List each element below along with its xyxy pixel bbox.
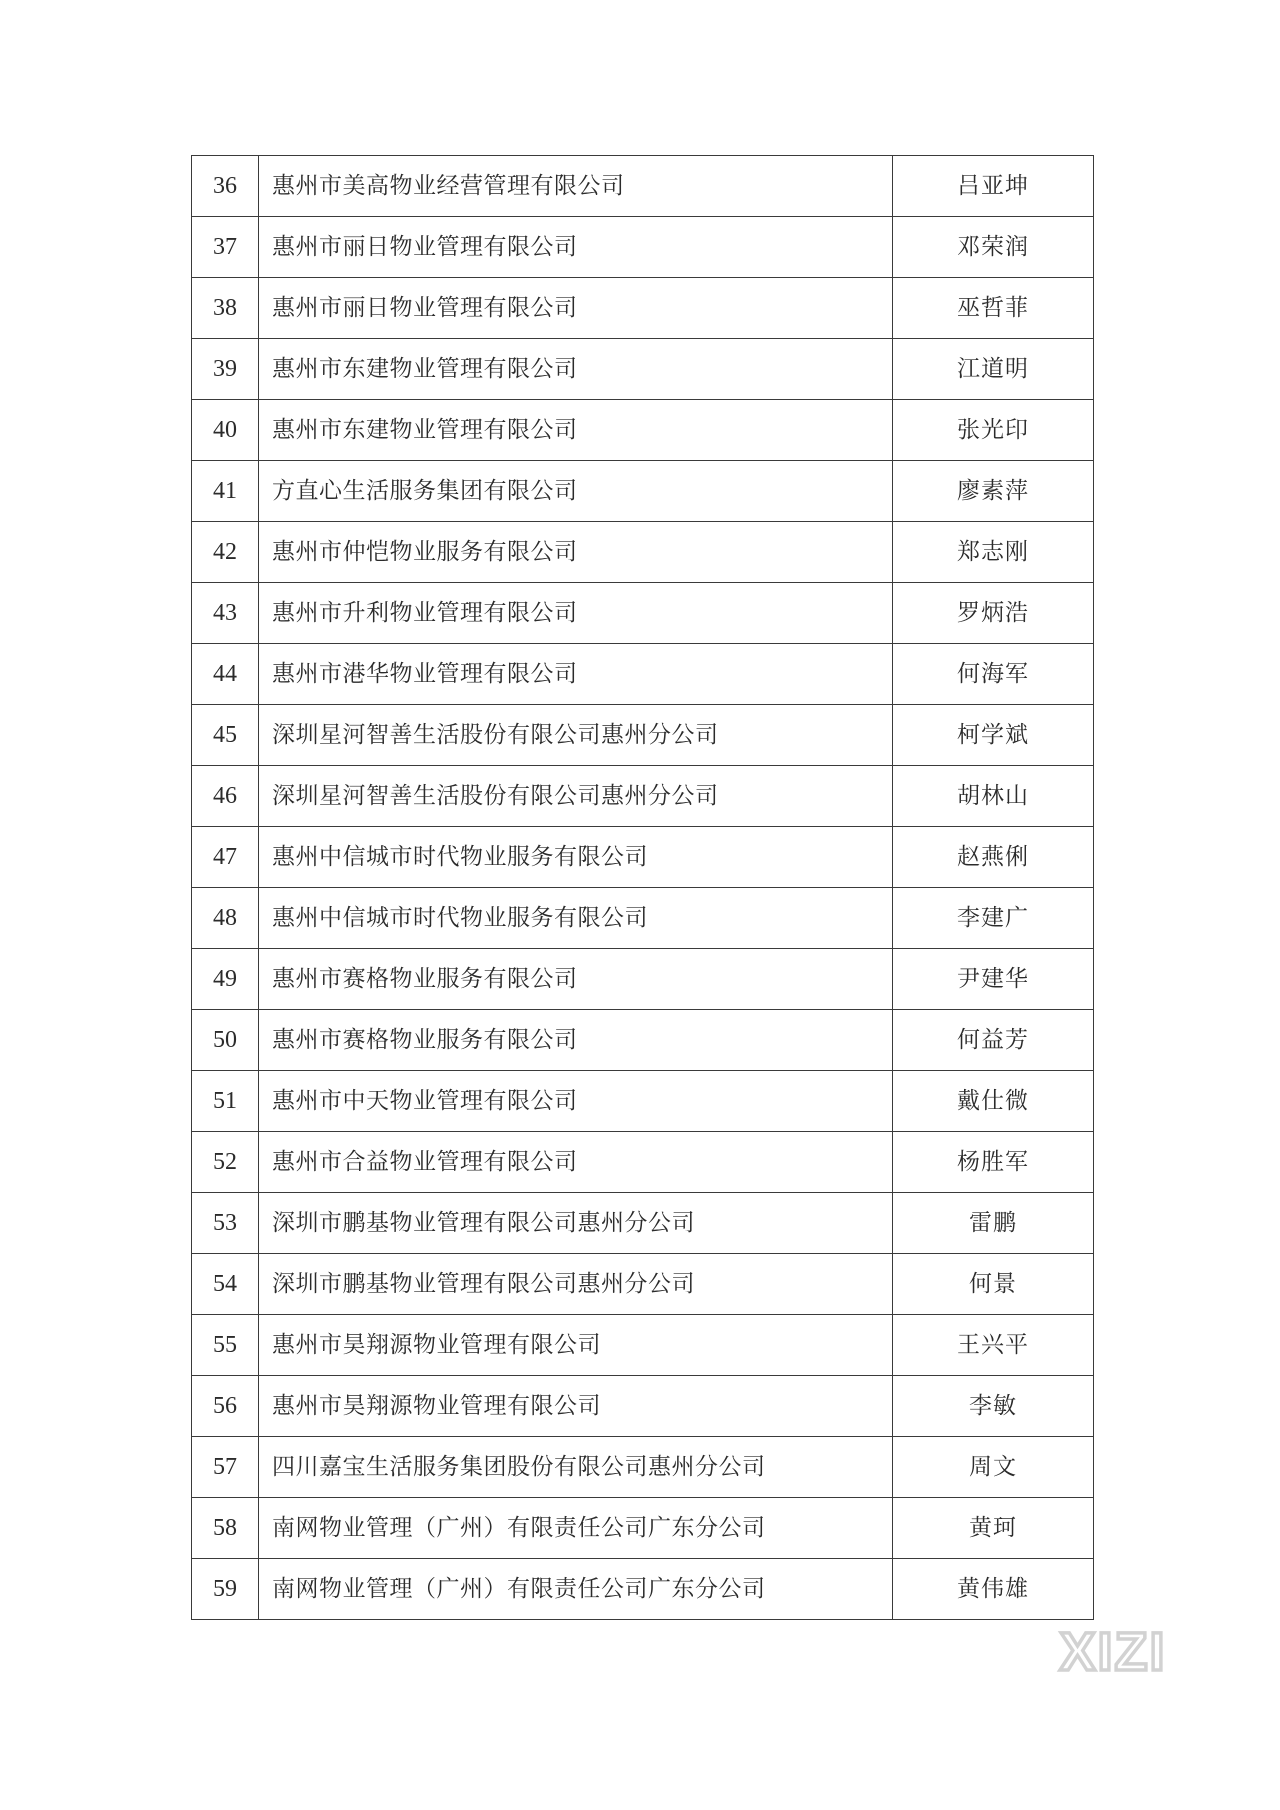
person-name: 何景 bbox=[893, 1254, 1094, 1315]
company-name: 南网物业管理（广州）有限责任公司广东分公司 bbox=[259, 1559, 893, 1620]
company-name: 惠州市升利物业管理有限公司 bbox=[259, 583, 893, 644]
person-name: 黄珂 bbox=[893, 1498, 1094, 1559]
person-name: 王兴平 bbox=[893, 1315, 1094, 1376]
company-name: 惠州市东建物业管理有限公司 bbox=[259, 400, 893, 461]
person-name: 罗炳浩 bbox=[893, 583, 1094, 644]
table-row bbox=[192, 583, 1094, 644]
table-row bbox=[192, 1254, 1094, 1315]
row-number: 43 bbox=[192, 583, 259, 644]
table-row bbox=[192, 1498, 1094, 1559]
person-name: 柯学斌 bbox=[893, 705, 1094, 766]
row-number: 50 bbox=[192, 1010, 259, 1071]
company-name: 惠州市中天物业管理有限公司 bbox=[259, 1071, 893, 1132]
company-name: 南网物业管理（广州）有限责任公司广东分公司 bbox=[259, 1498, 893, 1559]
watermark-text: XIZI bbox=[1059, 1623, 1167, 1679]
table-row bbox=[192, 156, 1094, 217]
person-name: 巫哲菲 bbox=[893, 278, 1094, 339]
table-row bbox=[192, 522, 1094, 583]
table-row bbox=[192, 705, 1094, 766]
row-number: 42 bbox=[192, 522, 259, 583]
row-number: 36 bbox=[192, 156, 259, 217]
person-name: 黄伟雄 bbox=[893, 1559, 1094, 1620]
table-row bbox=[192, 339, 1094, 400]
row-number: 39 bbox=[192, 339, 259, 400]
table-row bbox=[192, 1315, 1094, 1376]
company-name: 四川嘉宝生活服务集团股份有限公司惠州分公司 bbox=[259, 1437, 893, 1498]
company-name: 惠州市赛格物业服务有限公司 bbox=[259, 1010, 893, 1071]
person-name: 周文 bbox=[893, 1437, 1094, 1498]
company-name: 惠州市东建物业管理有限公司 bbox=[259, 339, 893, 400]
personnel-table bbox=[191, 155, 1094, 1620]
table-row bbox=[192, 827, 1094, 888]
company-name: 方直心生活服务集团有限公司 bbox=[259, 461, 893, 522]
person-name: 何海军 bbox=[893, 644, 1094, 705]
table-row bbox=[192, 888, 1094, 949]
table-row bbox=[192, 949, 1094, 1010]
person-name: 胡林山 bbox=[893, 766, 1094, 827]
table-row bbox=[192, 1132, 1094, 1193]
row-number: 54 bbox=[192, 1254, 259, 1315]
table-row bbox=[192, 461, 1094, 522]
person-name: 张光印 bbox=[893, 400, 1094, 461]
company-name: 惠州市昊翔源物业管理有限公司 bbox=[259, 1315, 893, 1376]
table-row bbox=[192, 1193, 1094, 1254]
row-number: 56 bbox=[192, 1376, 259, 1437]
company-name: 惠州中信城市时代物业服务有限公司 bbox=[259, 827, 893, 888]
row-number: 38 bbox=[192, 278, 259, 339]
table-row bbox=[192, 1559, 1094, 1620]
row-number: 57 bbox=[192, 1437, 259, 1498]
personnel-table-body bbox=[192, 156, 1094, 1620]
row-number: 59 bbox=[192, 1559, 259, 1620]
table-row bbox=[192, 1071, 1094, 1132]
person-name: 李敏 bbox=[893, 1376, 1094, 1437]
row-number: 41 bbox=[192, 461, 259, 522]
person-name: 赵燕俐 bbox=[893, 827, 1094, 888]
person-name: 戴仕微 bbox=[893, 1071, 1094, 1132]
row-number: 48 bbox=[192, 888, 259, 949]
table-row bbox=[192, 400, 1094, 461]
row-number: 47 bbox=[192, 827, 259, 888]
table-row bbox=[192, 278, 1094, 339]
company-name: 惠州中信城市时代物业服务有限公司 bbox=[259, 888, 893, 949]
company-name: 深圳市鹏基物业管理有限公司惠州分公司 bbox=[259, 1193, 893, 1254]
table-row bbox=[192, 1437, 1094, 1498]
table-row bbox=[192, 1010, 1094, 1071]
company-name: 惠州市仲恺物业服务有限公司 bbox=[259, 522, 893, 583]
person-name: 李建广 bbox=[893, 888, 1094, 949]
person-name: 邓荣润 bbox=[893, 217, 1094, 278]
person-name: 廖素萍 bbox=[893, 461, 1094, 522]
person-name: 尹建华 bbox=[893, 949, 1094, 1010]
company-name: 惠州市丽日物业管理有限公司 bbox=[259, 217, 893, 278]
table-row bbox=[192, 766, 1094, 827]
row-number: 46 bbox=[192, 766, 259, 827]
company-name: 惠州市美高物业经营管理有限公司 bbox=[259, 156, 893, 217]
company-name: 惠州市合益物业管理有限公司 bbox=[259, 1132, 893, 1193]
row-number: 37 bbox=[192, 217, 259, 278]
row-number: 53 bbox=[192, 1193, 259, 1254]
row-number: 49 bbox=[192, 949, 259, 1010]
row-number: 40 bbox=[192, 400, 259, 461]
company-name: 惠州市港华物业管理有限公司 bbox=[259, 644, 893, 705]
company-name: 深圳市鹏基物业管理有限公司惠州分公司 bbox=[259, 1254, 893, 1315]
person-name: 江道明 bbox=[893, 339, 1094, 400]
table-row bbox=[192, 217, 1094, 278]
person-name: 杨胜军 bbox=[893, 1132, 1094, 1193]
company-name: 深圳星河智善生活股份有限公司惠州分公司 bbox=[259, 766, 893, 827]
person-name: 郑志刚 bbox=[893, 522, 1094, 583]
company-name: 深圳星河智善生活股份有限公司惠州分公司 bbox=[259, 705, 893, 766]
person-name: 吕亚坤 bbox=[893, 156, 1094, 217]
row-number: 52 bbox=[192, 1132, 259, 1193]
company-name: 惠州市昊翔源物业管理有限公司 bbox=[259, 1376, 893, 1437]
xizi-watermark-logo bbox=[1033, 1623, 1193, 1679]
table-row bbox=[192, 644, 1094, 705]
row-number: 55 bbox=[192, 1315, 259, 1376]
company-name: 惠州市丽日物业管理有限公司 bbox=[259, 278, 893, 339]
row-number: 58 bbox=[192, 1498, 259, 1559]
row-number: 45 bbox=[192, 705, 259, 766]
person-name: 雷鹏 bbox=[893, 1193, 1094, 1254]
row-number: 51 bbox=[192, 1071, 259, 1132]
company-name: 惠州市赛格物业服务有限公司 bbox=[259, 949, 893, 1010]
row-number: 44 bbox=[192, 644, 259, 705]
table-row bbox=[192, 1376, 1094, 1437]
person-name: 何益芳 bbox=[893, 1010, 1094, 1071]
